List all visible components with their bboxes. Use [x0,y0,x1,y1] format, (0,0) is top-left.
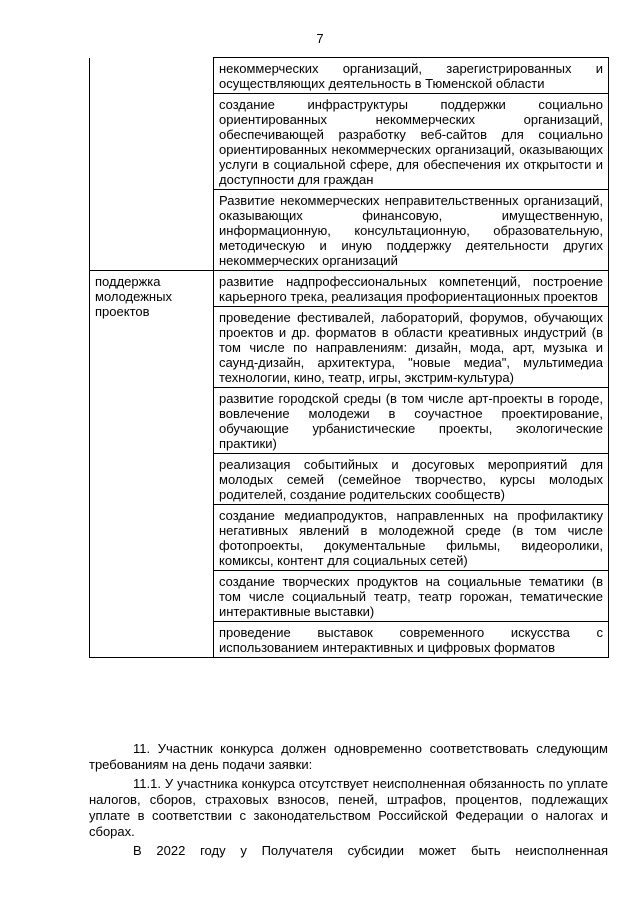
paragraph-2022: В 2022 году у Получателя субсидии может быть неисполненная [133,843,608,858]
category-cell-empty [90,58,214,271]
direction-cell: реализация событийных и досуговых мероприятий для молодых семей (семейное творчество, курсы молодых родителей, создание родительских сообществ) [214,454,609,505]
direction-cell: создание инфраструктуры поддержки социально ориентированных некоммерческих организаций, обеспечивающей разработку веб-сайтов для социально ориентированных некоммерческих организаций, оказывающих услуги в социальной сфере, для обеспечения их открытости и доступности для граждан [214,94,609,190]
direction-cell: развитие городской среды (в том числе арт-проекты в городе, вовлечение молодежи в соучастное проектирование, обучающие урбанистические проекты, экологические практики) [214,388,609,454]
direction-cell: создание медиапродуктов, направленных на профилактику негативных явлений в молодежной среде (в том числе фотопроекты, документальные фильмы, видеоролики, комиксы, контент для социальных сетей) [214,505,609,571]
category-cell: поддержка молодежных проектов [90,271,214,658]
direction-cell: Развитие некоммерческих неправительственных организаций, оказывающих финансовую, имущественную, информационную, консультационную, образовательную, методическую и иную поддержку деятельности других некоммерческих организаций [214,190,609,271]
direction-cell: некоммерческих организаций, зарегистрированных и осуществляющих деятельность в Тюменской области [214,58,609,94]
table-row [90,271,609,307]
body-text [89,741,608,862]
direction-cell: проведение выставок современного искусства с использованием интерактивных и цифровых форматов [214,622,609,658]
page-number: 7 [316,31,324,46]
direction-cell: развитие надпрофессиональных компетенций, построение карьерного трека, реализация профориентационных проектов [214,271,609,307]
paragraph-11: 11. Участник конкурса должен одновременно соответствовать следующим требованиям на день подачи заявки: [89,741,608,772]
direction-cell: создание творческих продуктов на социальные тематики (в том числе социальный театр, театр горожан, тематические интерактивные выставки) [214,571,609,622]
table-row [90,58,609,94]
directions-table [89,57,609,658]
direction-cell: проведение фестивалей, лабораторий, форумов, обучающих проектов и др. форматов в области креативных индустрий (в том числе по направлениям: дизайн, мода, арт, музыка и саунд-дизайн, архитектура, "новые медиа", мультимедиа технологии, кино, театр, игры, экстрим-культура) [214,307,609,388]
paragraph-11-1: 11.1. У участника конкурса отсутствует неисполненная обязанность по уплате налогов, сборов, страховых взносов, пеней, штрафов, процентов, подлежащих уплате в соответствии с законодательством Российской Федерации о налогах и сборах. [89,776,608,839]
